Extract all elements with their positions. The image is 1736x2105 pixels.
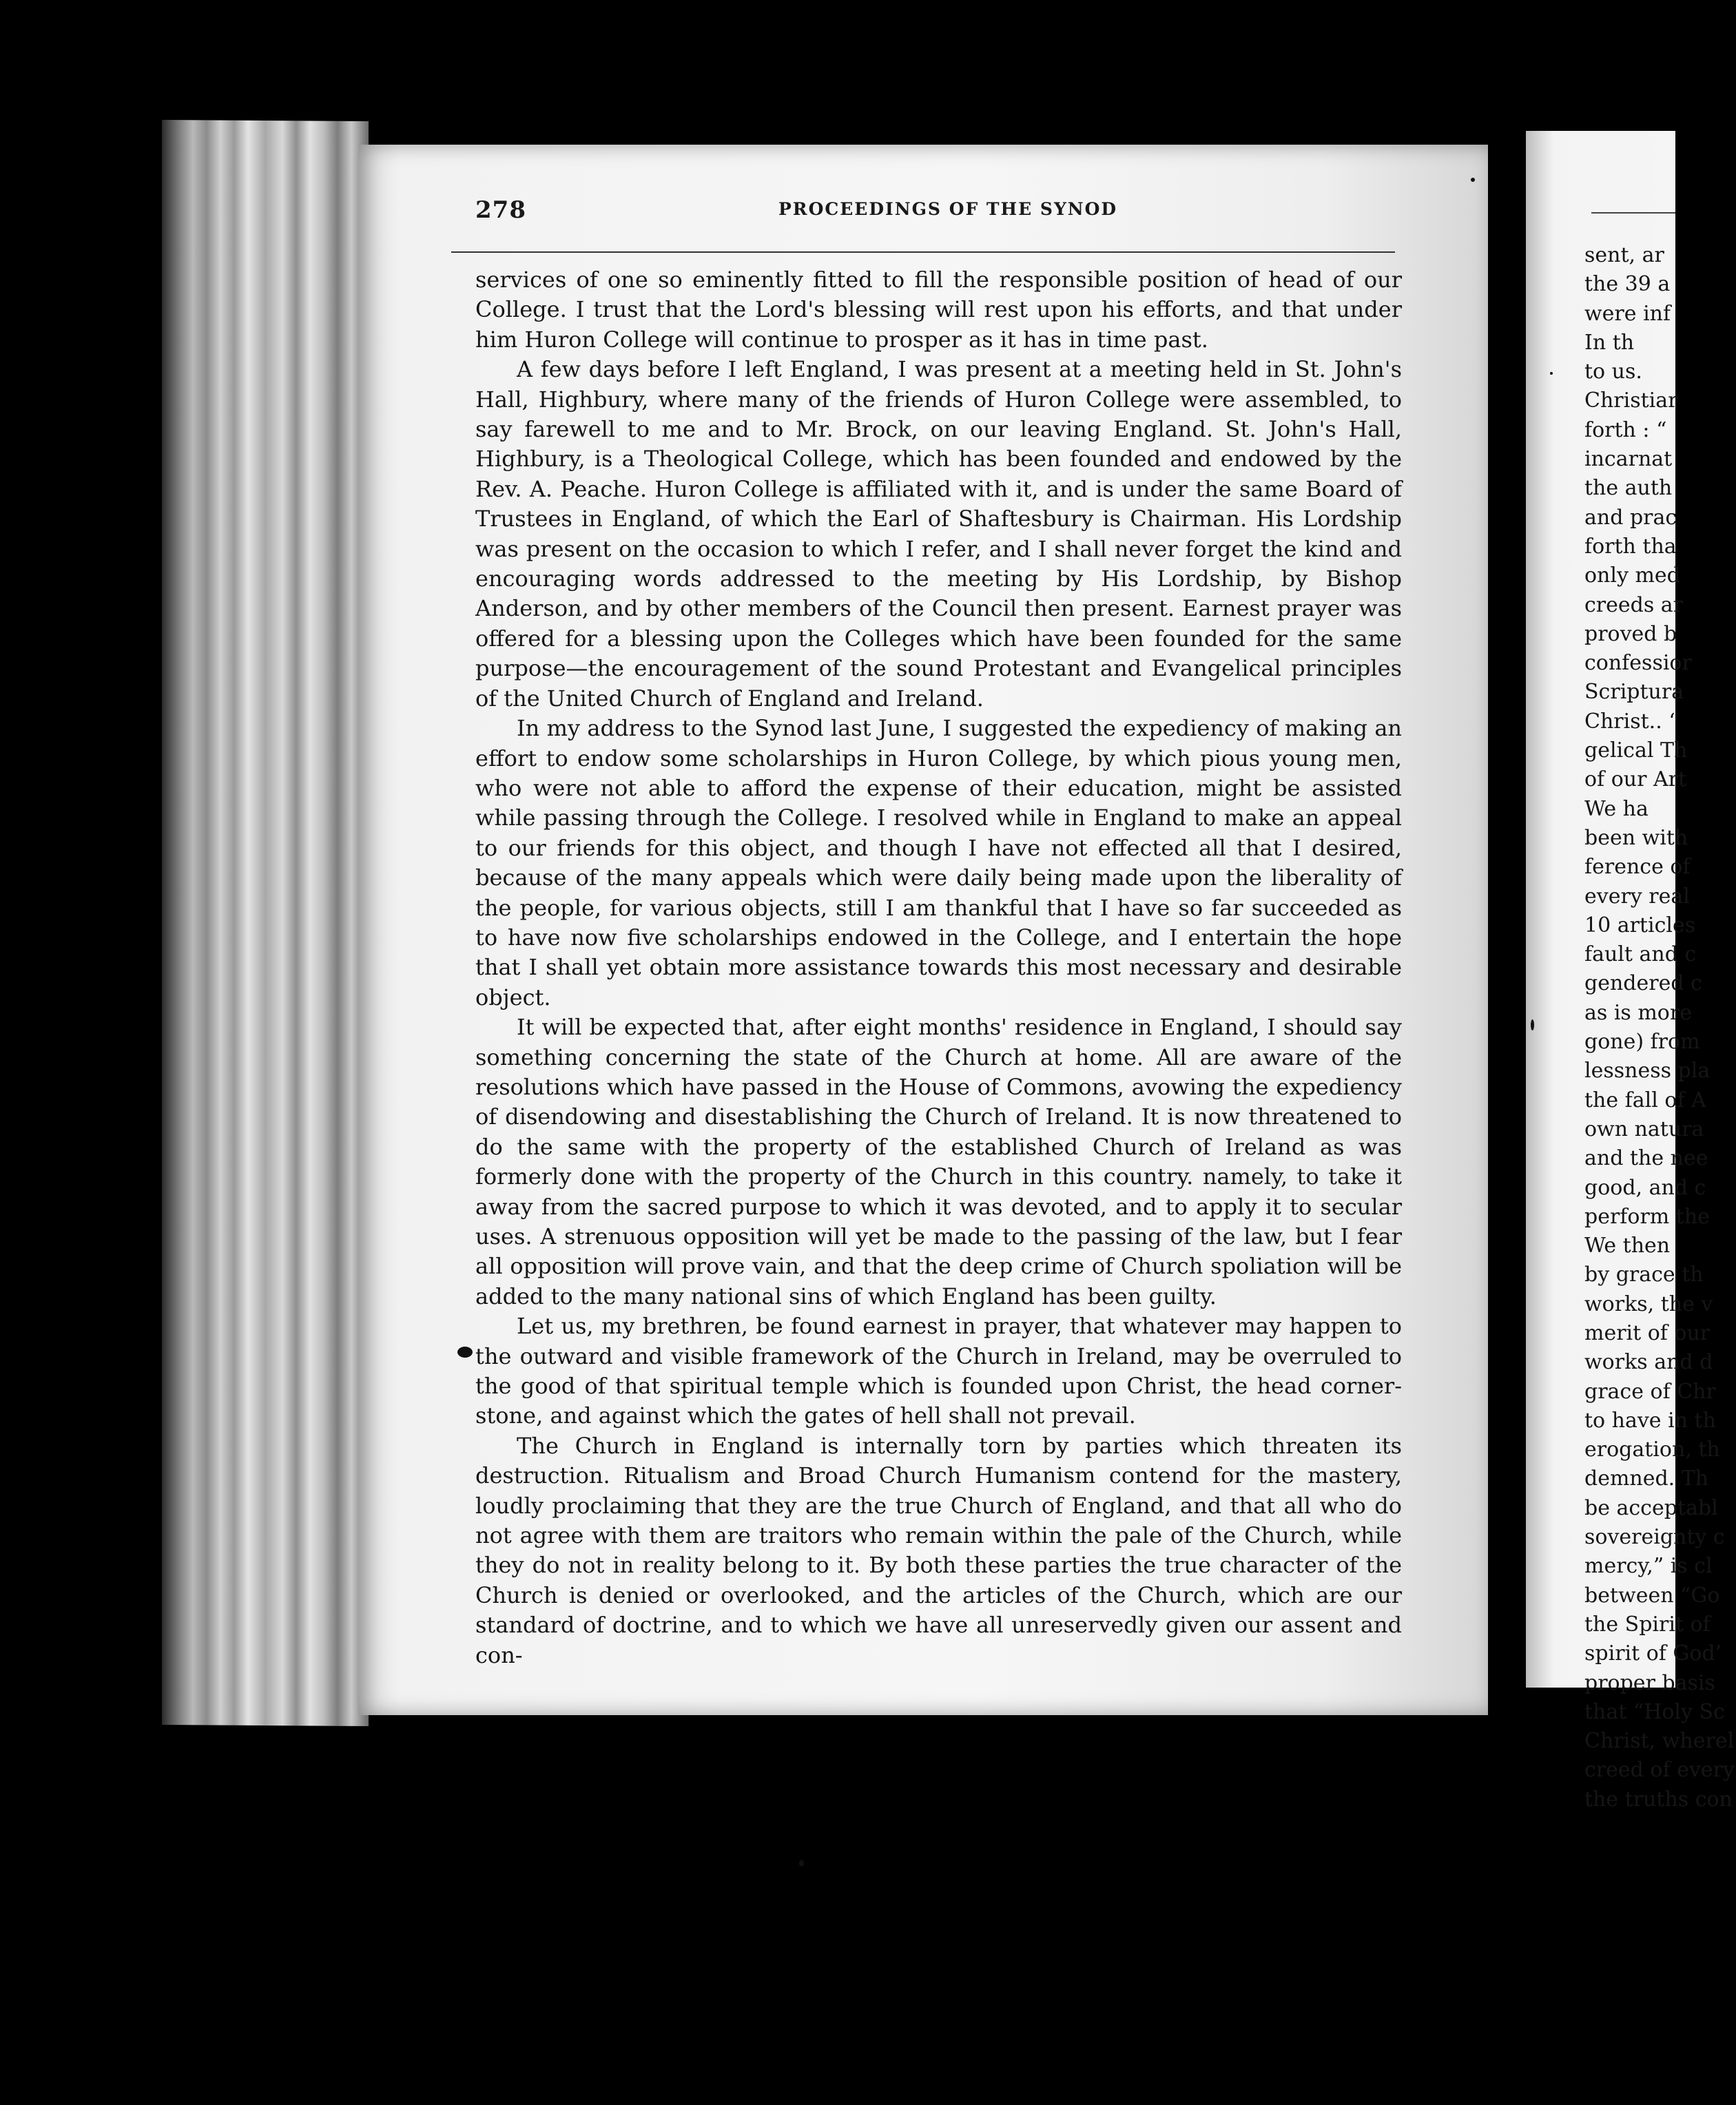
right-page-line: been with (1584, 825, 1688, 850)
page-number: 278 (475, 196, 526, 224)
right-page-line: and prac (1584, 505, 1677, 530)
paragraph: services of one so eminently fitted to fill the responsible position of head of our College. I trust that the Lord's blessing will rest upon his efforts, and that under him Huron College will continue to prosper as it has in time past. (475, 267, 1402, 353)
right-page-line: gendered c (1584, 971, 1702, 996)
right-page-line: Christ.. ‘ (1584, 709, 1675, 734)
paragraph: A few days before I left England, I was present at a meeting held in St. John's Hall, Highbury, where many of the friends of Huron College were assembled, to say farewell to me and to Mr. Brock, on our leaving England. St. John's Hall, Highbury, is a Theological College, which has been founded and endowed by the Rev. A. Peache. Huron College is affiliated with it, and is under the same Board of Trustees in England, of which the Earl of Shaftesbury is Chairman. His Lordship was present on the occasion to which I refer, and I shall never forget the kind and encouraging words addressed to the meeting by His Lordship, by Bishop Anderson, and by other members of the Council then present. Earnest prayer was offered for a blessing upon the Colleges which have been founded for the same purpose—the encouragement of the sound Protestant and Evangelical principles of the United Church of England and Ireland. (475, 356, 1402, 712)
right-page-line: works, the v (1584, 1292, 1713, 1316)
right-page-line: the auth (1584, 476, 1673, 501)
right-page-line: were inf (1584, 301, 1671, 326)
right-page-line: ference of (1584, 855, 1691, 880)
right-page-line: perform the (1584, 1204, 1710, 1229)
right-page-line: mercy,” is cl (1584, 1554, 1713, 1579)
body-text (475, 265, 1402, 1670)
right-page-line: the 39 a (1584, 272, 1671, 297)
right-page-line: creed of every (1584, 1758, 1735, 1783)
right-page-line: to us. (1584, 360, 1642, 384)
right-page-line: that “Holy Sc (1584, 1699, 1725, 1724)
right-page-line: gelical Th (1584, 738, 1688, 763)
right-page-line: creeds ar (1584, 592, 1684, 617)
right-page-line: sovereignty c (1584, 1525, 1725, 1550)
right-page-line: only med (1584, 563, 1680, 588)
book-page-edges (162, 120, 369, 1726)
right-page-line: forth tha (1584, 534, 1677, 559)
right-page-line: the fall of A (1584, 1088, 1706, 1112)
right-page-line: fault and c (1584, 942, 1697, 967)
right-page-line: Christiar (1584, 388, 1678, 413)
right-page-line: sent, ar (1584, 243, 1664, 267)
right-page-line: erogation, th (1584, 1438, 1720, 1462)
right-page-line: works and d (1584, 1350, 1713, 1375)
right-page-line: In th (1584, 330, 1635, 355)
right-page-line: grace of Chr (1584, 1379, 1716, 1404)
right-page-line: by grace th (1584, 1263, 1704, 1287)
right-page-line: Christ, wherel (1584, 1729, 1735, 1754)
paragraph: Let us, my brethren, be found earnest in prayer, that whatever may happen to the outward and visible framework of the Church in Ireland, may be overruled to the good of that spiritual temple which is founded upon Christ, the head corner-stone, and against which the gates of hell shall not prevail. (475, 1313, 1402, 1429)
right-page-line: lessness pla (1584, 1059, 1711, 1083)
right-page-line: the Spirit of (1584, 1612, 1711, 1637)
right-page-line: and the nee (1584, 1146, 1708, 1171)
right-page-line: good, and c (1584, 1175, 1706, 1200)
right-page-line: gone) from (1584, 1030, 1700, 1055)
right-page-line: proper basis (1584, 1670, 1715, 1695)
paragraph: The Church in England is internally torn by parties which threaten its destruction. Ritualism and Broad Church Humanism contend for the mastery, loudly proclaiming that they are the true Church of England, and that all who do not agree with them are traitors who remain within the pale of the Church, while they do not in reality belong to it. By both these parties the true character of the Church is denied or overlooked, and the articles of the Church, which are our standard of doctrine, and to which we have all unreservedly given our assent and con- (475, 1432, 1402, 1668)
right-page-line: to have in th (1584, 1408, 1716, 1433)
running-head: PROCEEDINGS OF THE SYNOD (778, 199, 1118, 219)
right-page-line: confessior (1584, 651, 1692, 676)
right-page-line: as is more (1584, 1000, 1692, 1025)
right-page-line: of our Art (1584, 767, 1687, 792)
right-page-line: incarnat (1584, 447, 1673, 472)
header-rule (451, 251, 1395, 253)
right-header-rule (1591, 212, 1675, 214)
right-page-line: 10 articles (1584, 913, 1696, 937)
right-page-text (1584, 241, 1736, 1814)
paragraph: In my address to the Synod last June, I suggested the expediency of making an effort to endow some scholarships in Huron College, by which pious young men, who were not able to afford the expense of their education, might be assisted while passing through the College. I resolved while in England to make an appeal to our friends for this object, and though I have not effected all that I desired, because of the many appeals which were daily being made upon the liberality of the people, for various objects, still I am thankful that I have so far succeeded as to have now five scholarships endowed in the College, and I entertain the hope that I shall yet obtain more assistance towards this most necessary and desirable object. (475, 715, 1402, 1010)
right-page-line: spirit of God’ (1584, 1641, 1722, 1666)
paragraph: It will be expected that, after eight months' residence in England, I should say something concerning the state of the Church at home. All are aware of the resolutions which have passed in the House of Commons, avowing the expediency of disendowing and disestablishing the Church of Ireland. It is now threatened to do the same with the property of the established Church of Ireland as was formerly done with the property of the Church in this country. namely, to take it away from the sacred purpose to which it was devoted, and to apply it to secular uses. A strenuous opposition will yet be made to the passing of the law, but I fear all opposition will prove vain, and that the deep crime of Church spoliation will be added to the many national sins of which England has been guilty. (475, 1014, 1402, 1309)
right-page-line: merit of our (1584, 1320, 1711, 1345)
right-page-line: We then (1584, 1234, 1671, 1258)
right-page-line: demned. Th (1584, 1466, 1709, 1491)
right-page-line: Scriptura (1584, 680, 1684, 705)
right-page-line: own natura (1584, 1117, 1704, 1141)
right-page-line: We ha (1584, 796, 1649, 821)
right-page-line: the truths con (1584, 1787, 1733, 1812)
right-page-line: between “Go (1584, 1583, 1720, 1608)
page-header (475, 196, 1398, 231)
right-page-line: forth : “ (1584, 417, 1667, 442)
right-page-line: be acceptabl (1584, 1495, 1718, 1520)
right-page-line: proved b (1584, 621, 1677, 646)
right-page-line: every real (1584, 884, 1690, 909)
